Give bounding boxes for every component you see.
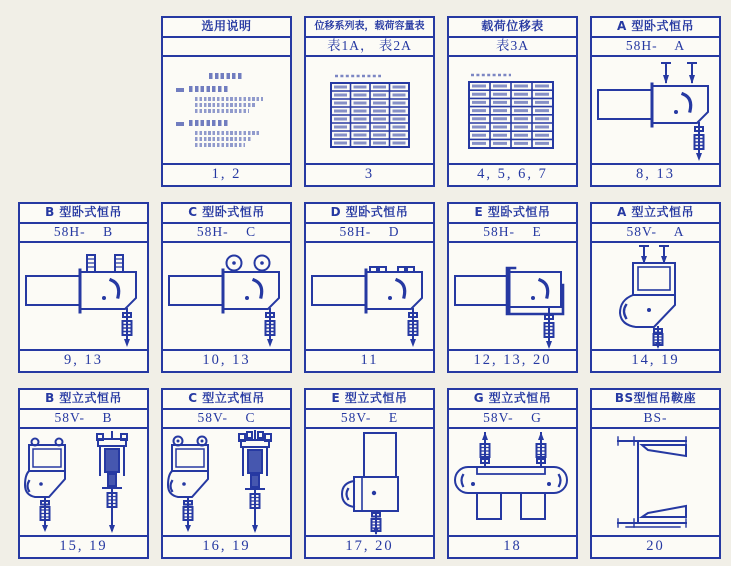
card-page-numbers: 15, 19 (20, 535, 147, 557)
card-page-numbers: 14, 19 (592, 349, 719, 371)
card-displacement-series-table (304, 16, 435, 187)
card-58v-a (590, 202, 721, 373)
hanger-horizontal-c-diagram (163, 243, 290, 349)
table-thumbnail-diagram (449, 57, 576, 163)
card-page-numbers: 11 (306, 349, 433, 371)
card-title: C 型立式恒吊 (163, 390, 290, 410)
card-model-code: 58H- A (592, 38, 719, 57)
hanger-vertical-c-diagram (163, 429, 290, 535)
card-title: D 型卧式恒吊 (306, 204, 433, 224)
card-model-code: 58H- B (20, 224, 147, 243)
card-58h-c (161, 202, 292, 373)
hanger-vertical-g-diagram (449, 429, 576, 535)
card-page-numbers: 18 (449, 535, 576, 557)
hanger-horizontal-a-diagram (592, 57, 719, 163)
card-title: E 型卧式恒吊 (449, 204, 576, 224)
card-title: 载荷位移表 (449, 18, 576, 38)
card-page-numbers: 20 (592, 535, 719, 557)
card-58v-b (18, 388, 149, 559)
card-page-numbers: 3 (306, 163, 433, 185)
card-model-code: 58V- C (163, 410, 290, 429)
card-model-code: 58H- D (306, 224, 433, 243)
card-model-code: 58V- A (592, 224, 719, 243)
card-title: B 型卧式恒吊 (20, 204, 147, 224)
card-58h-a (590, 16, 721, 187)
card-title: G 型立式恒吊 (449, 390, 576, 410)
card-page-numbers: 12, 13, 20 (449, 349, 576, 371)
card-title: C 型卧式恒吊 (163, 204, 290, 224)
card-title: A 型立式恒吊 (592, 204, 719, 224)
card-58v-g (447, 388, 578, 559)
card-page-numbers: 10, 13 (163, 349, 290, 371)
notes-placeholder-text (163, 57, 290, 163)
card-model-code: 表1A， 表2A (306, 38, 433, 57)
card-bs-saddle (590, 388, 721, 559)
card-model-code: 58V- G (449, 410, 576, 429)
hanger-vertical-e-diagram (306, 429, 433, 535)
saddle-profile-diagram (592, 429, 719, 535)
card-model-code: 58V- B (20, 410, 147, 429)
hanger-horizontal-e-diagram (449, 243, 576, 349)
card-title: B 型立式恒吊 (20, 390, 147, 410)
hanger-vertical-b-diagram (20, 429, 147, 535)
card-page-numbers: 8, 13 (592, 163, 719, 185)
card-58v-e (304, 388, 435, 559)
card-model-code: BS- (592, 410, 719, 429)
card-page-numbers: 16, 19 (163, 535, 290, 557)
card-load-displacement-table (447, 16, 578, 187)
card-model-code: 表3A (449, 38, 576, 57)
hanger-horizontal-d-diagram (306, 243, 433, 349)
card-58h-d (304, 202, 435, 373)
hanger-horizontal-b-diagram (20, 243, 147, 349)
card-page-numbers: 9, 13 (20, 349, 147, 371)
card-selection-notes (161, 16, 292, 187)
card-model-code: 58V- E (306, 410, 433, 429)
card-title: 位移系列表，载荷容量表 (306, 18, 433, 38)
card-58h-e (447, 202, 578, 373)
card-page-numbers: 17, 20 (306, 535, 433, 557)
table-thumbnail-diagram (306, 57, 433, 163)
card-title: BS型恒吊鞍座 (592, 390, 719, 410)
card-title: E 型立式恒吊 (306, 390, 433, 410)
card-page-numbers: 1, 2 (163, 163, 290, 185)
card-model-code: 58H- C (163, 224, 290, 243)
card-page-numbers: 4, 5, 6, 7 (449, 163, 576, 185)
card-title: 选用说明 (163, 18, 290, 38)
card-58v-c (161, 388, 292, 559)
card-58h-b (18, 202, 149, 373)
card-model-code: 58H- E (449, 224, 576, 243)
card-title: A 型卧式恒吊 (592, 18, 719, 38)
hanger-vertical-a-diagram (592, 243, 719, 349)
card-model-code (163, 38, 290, 57)
